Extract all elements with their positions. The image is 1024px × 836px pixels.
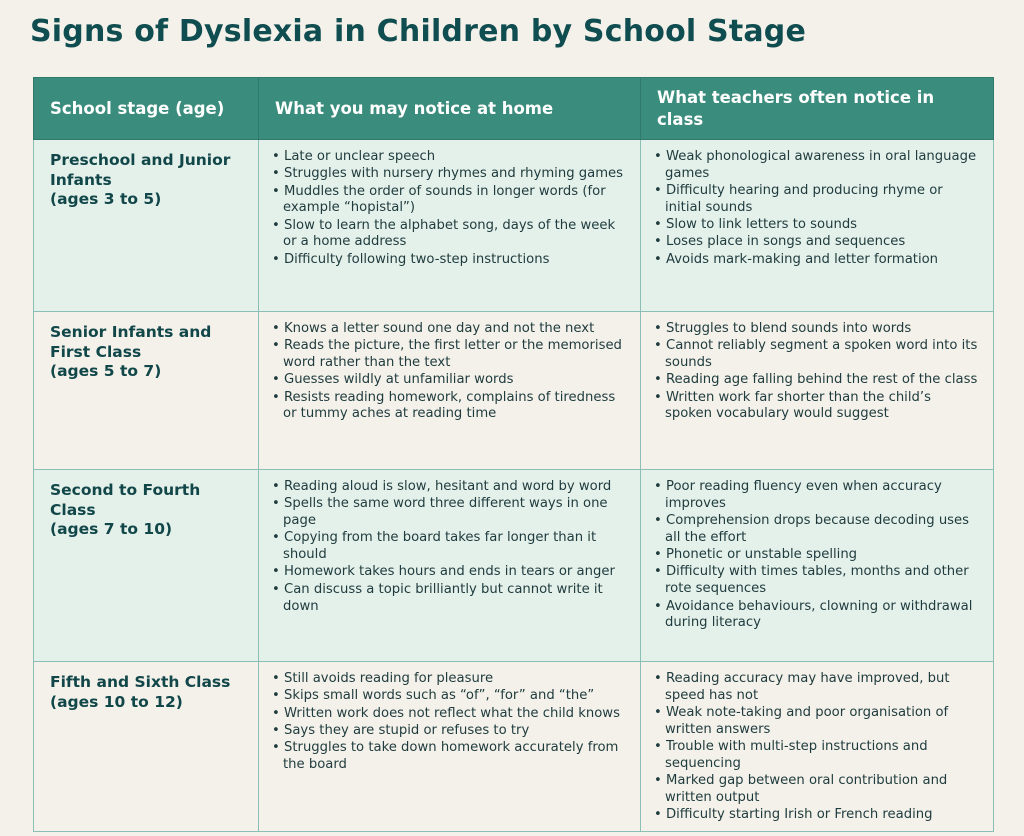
stage-name: Second to Fourth Class	[50, 481, 201, 519]
list-item: • Comprehension drops because decoding uses all the effort	[665, 513, 981, 547]
header-row	[34, 78, 994, 140]
home-signs-list	[283, 321, 628, 423]
table-body	[34, 140, 994, 832]
class-signs-cell	[641, 662, 994, 832]
stage-cell	[34, 140, 259, 312]
list-item: • Weak note-taking and poor organisation of written answers	[665, 705, 981, 739]
stage-cell	[34, 312, 259, 470]
stage-ages: (ages 5 to 7)	[50, 362, 162, 380]
stage-name: Fifth and Sixth Class	[50, 673, 231, 691]
class-signs-list	[665, 149, 981, 269]
class-signs-list	[665, 321, 981, 423]
list-item: • Struggles to take down homework accurately from the board	[283, 740, 628, 774]
list-item: • Avoidance behaviours, clowning or withdrawal during literacy	[665, 599, 981, 633]
list-item: • Phonetic or unstable spelling	[665, 547, 981, 564]
list-item: • Still avoids reading for pleasure	[283, 671, 628, 688]
home-signs-cell	[259, 470, 641, 662]
list-item: • Cannot reliably segment a spoken word into its sounds	[665, 338, 981, 372]
list-item: • Spells the same word three different ways in one page	[283, 496, 628, 530]
class-signs-list	[665, 479, 981, 632]
column-header-home: What you may notice at home	[259, 78, 641, 140]
list-item: • Resists reading homework, complains of tiredness or tummy aches at reading time	[283, 390, 628, 424]
list-item: • Avoids mark-making and letter formation	[665, 252, 981, 269]
class-signs-cell	[641, 312, 994, 470]
column-header-stage: School stage (age)	[34, 78, 259, 140]
list-item: • Homework takes hours and ends in tears or anger	[283, 564, 628, 581]
home-signs-list	[283, 149, 628, 269]
list-item: • Poor reading fluency even when accuracy improves	[665, 479, 981, 513]
table-row	[34, 312, 994, 470]
page-title: Signs of Dyslexia in Children by School Stage	[30, 14, 807, 49]
list-item: • Marked gap between oral contribution and written output	[665, 773, 981, 807]
list-item: • Reading accuracy may have improved, but speed has not	[665, 671, 981, 705]
table-row	[34, 470, 994, 662]
table-row	[34, 662, 994, 832]
stage-ages: (ages 7 to 10)	[50, 520, 173, 538]
list-item: • Slow to learn the alphabet song, days of the week or a home address	[283, 218, 628, 252]
home-signs-cell	[259, 662, 641, 832]
signs-table	[33, 77, 994, 832]
class-signs-cell	[641, 140, 994, 312]
list-item: • Difficulty following two-step instructions	[283, 252, 628, 269]
list-item: • Muddles the order of sounds in longer words (for example “hopistal”)	[283, 184, 628, 218]
list-item: • Weak phonological awareness in oral language games	[665, 149, 981, 183]
home-signs-list	[283, 671, 628, 774]
class-signs-cell	[641, 470, 994, 662]
list-item: • Struggles to blend sounds into words	[665, 321, 981, 338]
home-signs-cell	[259, 140, 641, 312]
stage-cell	[34, 470, 259, 662]
list-item: • Reading age falling behind the rest of the class	[665, 372, 981, 389]
list-item: • Loses place in songs and sequences	[665, 234, 981, 251]
class-signs-list	[665, 671, 981, 824]
stage-name: Preschool and Junior Infants	[50, 151, 231, 189]
home-signs-list	[283, 479, 628, 615]
list-item: • Skips small words such as “of”, “for” and “the”	[283, 688, 628, 705]
list-item: • Trouble with multi-step instructions and sequencing	[665, 739, 981, 773]
list-item: • Difficulty starting Irish or French reading	[665, 807, 981, 824]
column-header-class: What teachers often notice in class	[641, 78, 994, 140]
list-item: • Late or unclear speech	[283, 149, 628, 166]
list-item: • Struggles with nursery rhymes and rhyming games	[283, 166, 628, 183]
list-item: • Copying from the board takes far longer than it should	[283, 530, 628, 564]
list-item: • Guesses wildly at unfamiliar words	[283, 372, 628, 389]
list-item: • Knows a letter sound one day and not the next	[283, 321, 628, 338]
stage-name: Senior Infants and First Class	[50, 323, 212, 361]
list-item: • Can discuss a topic brilliantly but cannot write it down	[283, 582, 628, 616]
list-item: • Difficulty with times tables, months and other rote sequences	[665, 564, 981, 598]
list-item: • Written work does not reflect what the child knows	[283, 706, 628, 723]
list-item: • Slow to link letters to sounds	[665, 217, 981, 234]
list-item: • Reading aloud is slow, hesitant and word by word	[283, 479, 628, 496]
stage-ages: (ages 10 to 12)	[50, 692, 183, 711]
list-item: • Written work far shorter than the child’s spoken vocabulary would suggest	[665, 390, 981, 424]
list-item: • Difficulty hearing and producing rhyme or initial sounds	[665, 183, 981, 217]
list-item: • Says they are stupid or refuses to try	[283, 723, 628, 740]
list-item: • Reads the picture, the first letter or the memorised word rather than the text	[283, 338, 628, 372]
home-signs-cell	[259, 312, 641, 470]
stage-cell	[34, 662, 259, 832]
stage-ages: (ages 3 to 5)	[50, 190, 162, 208]
table-row	[34, 140, 994, 312]
